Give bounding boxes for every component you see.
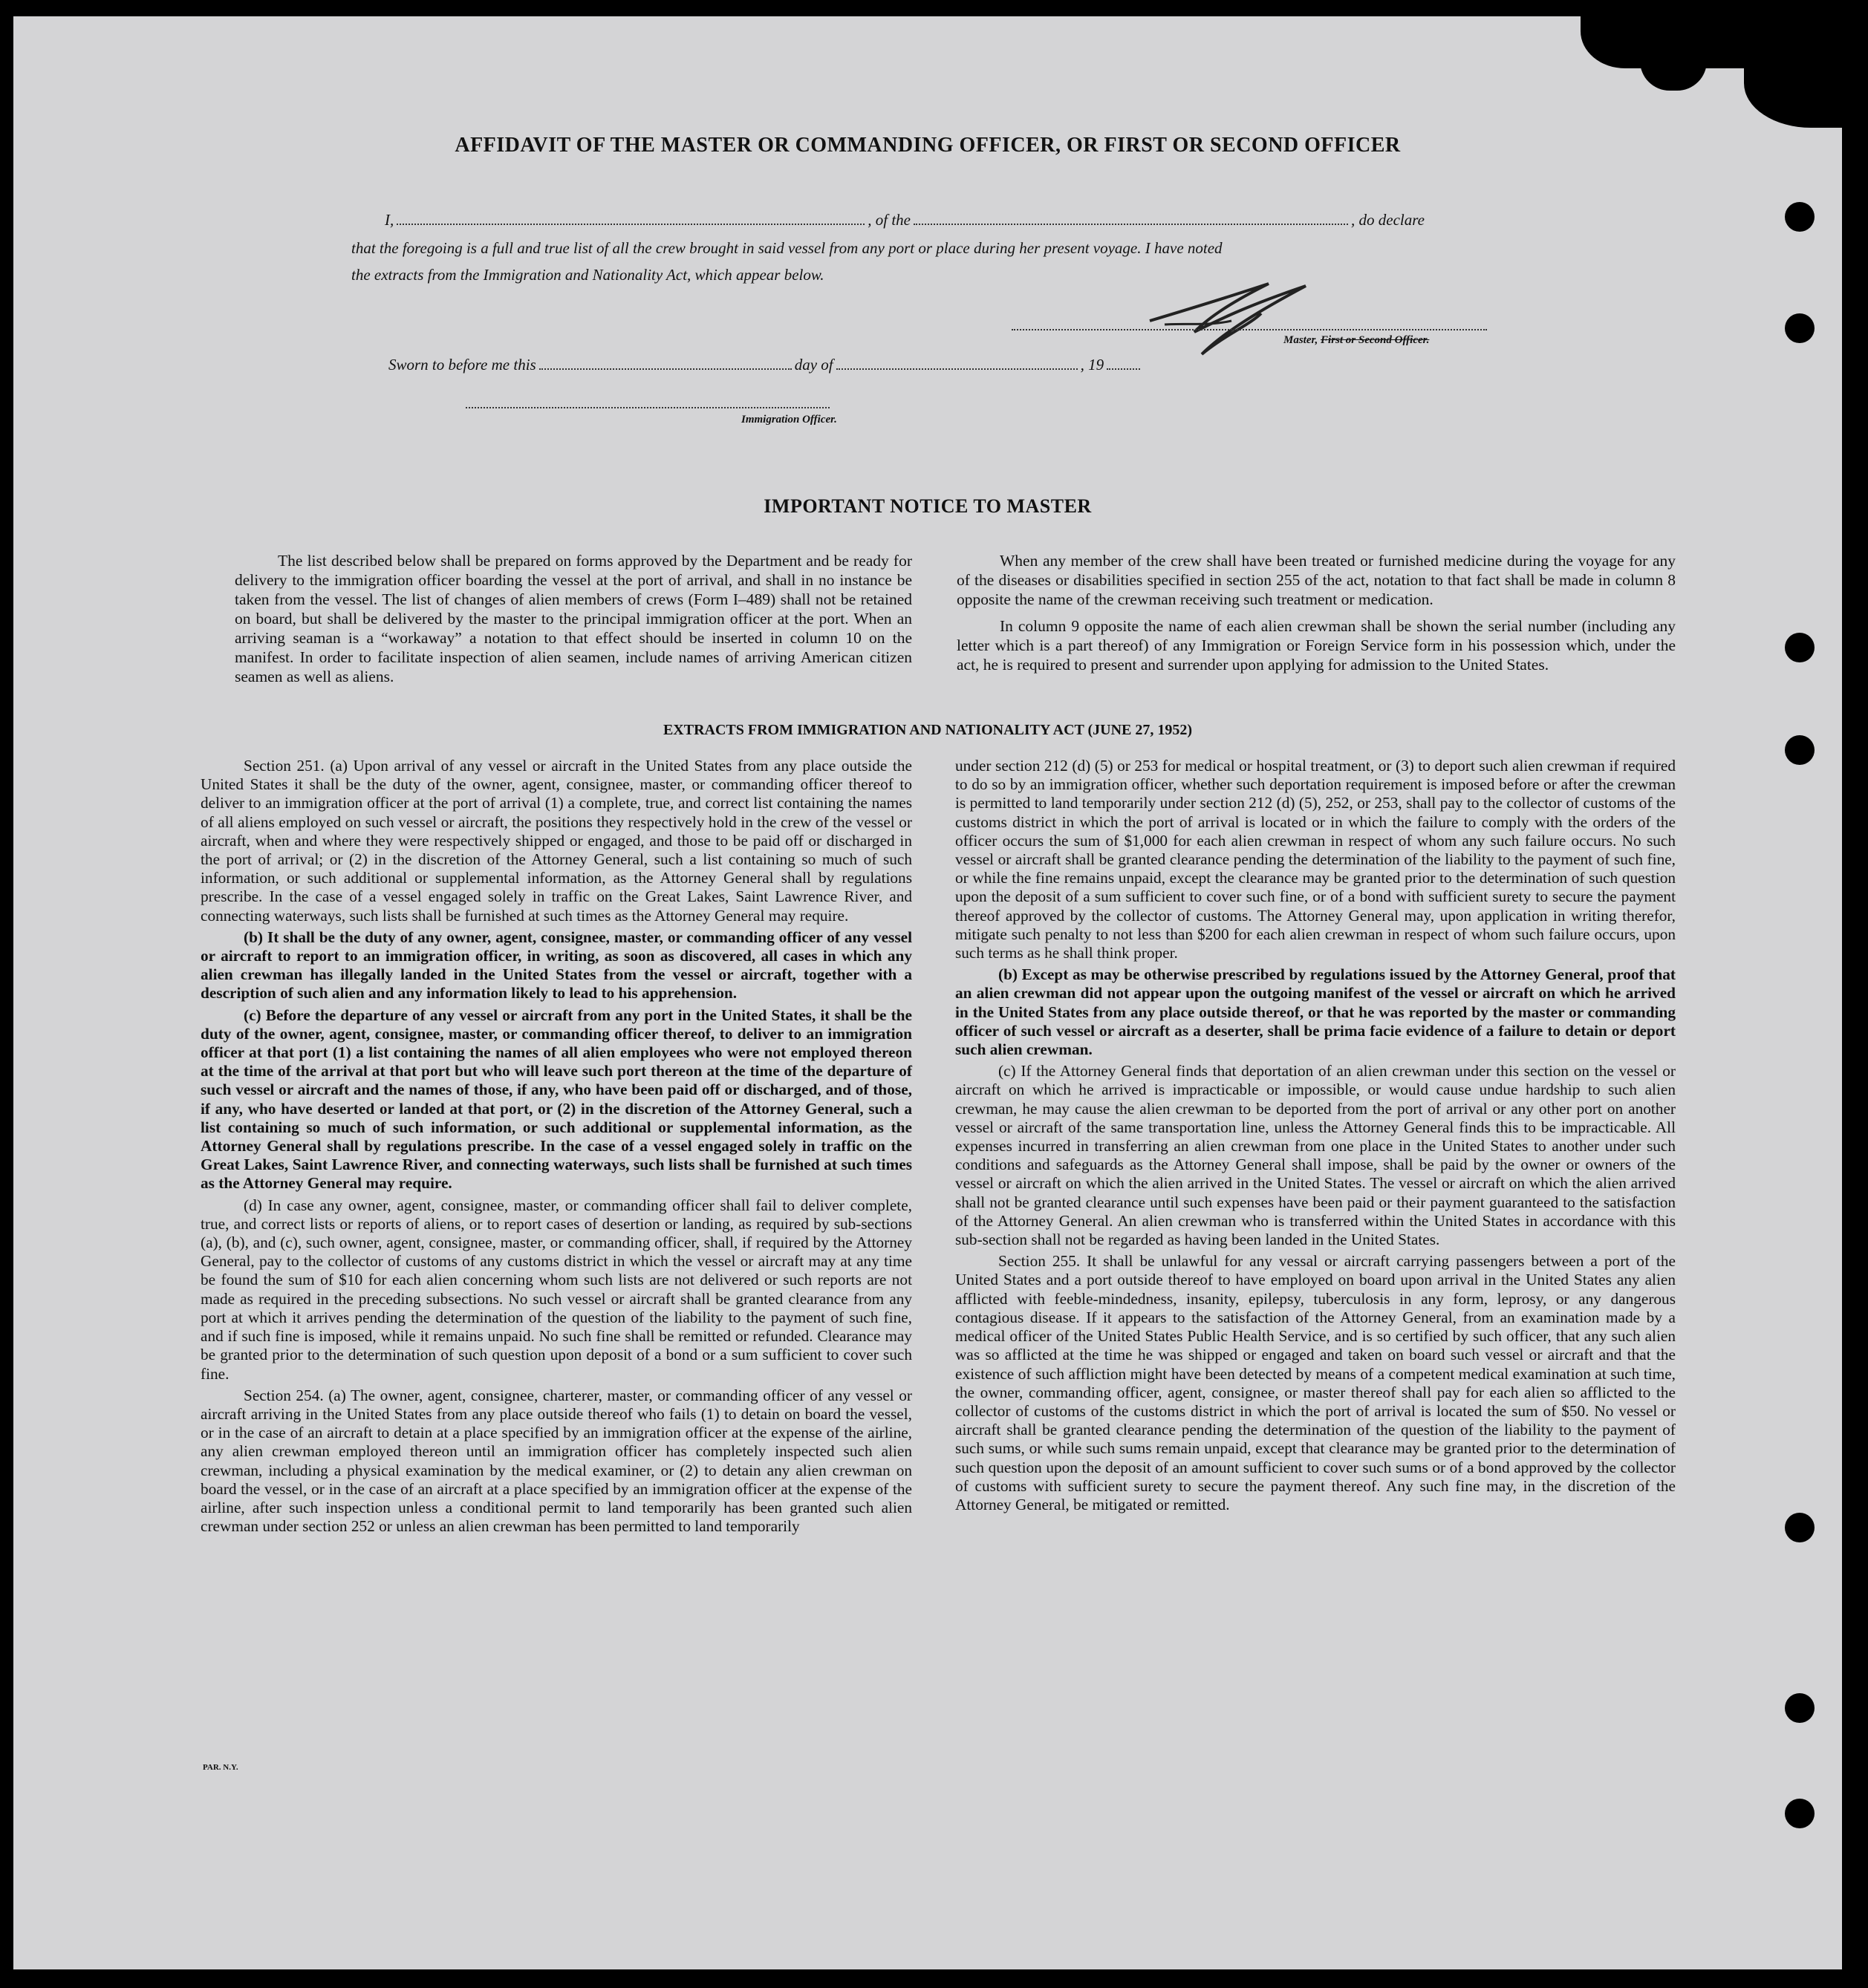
sworn-line (388, 356, 1143, 374)
affidavit-title: AFFIDAVIT OF THE MASTER OR COMMANDING OFFICER, OR FIRST OR SECOND OFFICER (455, 134, 1401, 157)
section-254-a: Section 254. (a) The owner, agent, consignee, charterer, master, or commanding officer of any vessel or aircraft arriving in the United States from any place outside thereof who fails (1) to detain on board the vessel, or in the case of an aircraft to detain at a place specified by an immigration officer at the expense of the airline, any alien crewman employed thereon until an immigration officer has completely inspected such alien crewman, including a physical examination by the medical examiner, or (2) to detain any alien crewman on board the vessel, or in the case of an aircraft at a place specified by an immigration officer at the expense of the airline, after such inspection unless a conditional permit to land temporarily has been granted such alien crewman under section 252 or unless an alien crewman has been permitted to land temporarily (201, 1386, 912, 1536)
sworn-text: Sworn to before me this (388, 356, 536, 374)
notice-left-column (235, 551, 912, 689)
year-prefix: , 19 (1080, 356, 1104, 374)
extracts-title: EXTRACTS FROM IMMIGRATION AND NATIONALITY ACT (JUNE 27, 1952) (663, 722, 1193, 738)
section-254-c: (c) If the Attorney General finds that deportation of an alien crewman under this section on the vessel or aircraft on which he arrived is impracticable or impossible, or would cause undue hardship to such alien crewman, he may cause the alien crewman to be deported from the port of arrival or any other port on another vessel or aircraft of the same transportation line, unless the Attorney General finds this to be impracticable. All expenses incurred in transferring an alien crewman from one place in the United States to another under such conditions and safeguards as the Attorney General shall impose, shall be paid by the owner or owners of the vessel or aircraft on which the alien arrived in the United States. The vessel or aircraft on which the alien arrived shall not be granted clearance until such expenses have been paid or their payment guaranteed to the satisfaction of the Attorney General. An alien crewman who is transferred within the United States in accordance with this sub-section shall not be regarded as having been landed in the United States. (955, 1062, 1676, 1249)
affidavit-of-the: , of the (868, 211, 911, 229)
notice-title: IMPORTANT NOTICE TO MASTER (764, 495, 1092, 517)
punch-hole (1785, 313, 1815, 343)
vessel-blank[interactable] (914, 223, 1348, 225)
notice-right-column (957, 551, 1676, 677)
sworn-day-blank[interactable] (539, 368, 792, 370)
section-254-a-cont: under section 212 (d) (5) or 253 for medical or hospital treatment, or (3) to deport such alien crewman if required to do so by an immigration officer, whether such deportation requirement is imposed before or after the crewman is permitted to land temporarily under section 212 (d) (5), 252, or 253, shall pay to the collector of customs of the customs district in which the port of arrival is located or in which the failure to comply with the orders of the officer occurs the sum of $1,000 for each alien crewman in respect of whom any such failure occurs. No such vessel or aircraft shall be granted clearance pending the determination of the liability to the payment of such fine, or while the fine remains unpaid, except the clearance may be granted prior to the determination of such question upon the deposit of a sum sufficient to cover such fine, or of a bond with sufficient surety to secure the payment thereof approved by the collector of customs. The Attorney General may, upon application in writing therefor, mitigate such penalty to not less than $200 for each alien crewman in respect of whom such failure occurs, upon such terms as he shall think proper. (955, 757, 1676, 962)
punch-hole (1785, 1799, 1815, 1828)
punch-hole (1785, 1513, 1815, 1542)
section-255: Section 255. It shall be unlawful for any vessal or aircraft carrying passengers between a port of the United States and a port outside thereof to have employed on board upon arrival in the United States any alien afflicted with feeble-mindedness, insanity, epilepsy, tuberculosis in any form, leprosy, or any dangerous contagious disease. If it appears to the satisfaction of the Attorney General, from an examination made by a medical officer of the United States Public Health Service, and is so certified by such officer, that any such alien was so afflicted at the time he was shipped or engaged and taken on board such vessel or aircraft and that the existence of such affliction might have been detected by means of a competent medical examination at such time, the owner, commanding officer, agent, consignee, or master thereof shall pay for each alien so afflicted to the collector of customs of the customs district in which the port of arrival is located the sum of $50. No vessel or aircraft shall be granted clearance pending the determination of the question of the liability to the payment of such sums, or while such sums remain unpaid, except that clearance may be granted prior to the determination of such question upon the deposit of an amount sufficient to cover such sums or of a bond approved by the collector of customs with sufficient surety to secure the payment thereof. Any such fine may, in the discretion of the Attorney General, be mitigated or remitted. (955, 1252, 1676, 1513)
extracts-right-column (955, 757, 1676, 1517)
torn-corner (1640, 46, 1707, 91)
section-251-a: Section 251. (a) Upon arrival of any vessel or aircraft in the United States from any place outside the United States it shall be the duty of the owner, agent, consignee, master, or commanding officer thereof to deliver to an immigration officer at the port of arrival (1) a complete, true, and correct list containing the names of all aliens employed on such vessel or aircraft, the positions they respectively hold in the crew of the vessel or aircraft, when and where they were respectively shipped or engaged, and those to be paid off or discharged in the port of arrival; or (2) in the discretion of the Attorney General, such a list containing so much of such information, or such additional or supplemental information, as the Attorney General shall by regulations prescribe. In the case of a vessel engaged solely in traffic on the Great Lakes, Saint Lawrence River, and connecting waterways, such lists shall be furnished at such times as the Attorney General may require. (201, 757, 912, 925)
day-of-text: day of (794, 356, 833, 374)
year-blank[interactable] (1107, 368, 1140, 370)
signature-caption (1283, 334, 1429, 347)
sworn-month-blank[interactable] (836, 368, 1078, 370)
printer-code: PAR. N.Y. (203, 1763, 238, 1772)
section-251-b: (b) It shall be the duty of any owner, agent, consignee, master, or commanding officer of any vessel or aircraft to report to an immigration officer, in writing, as soon as discovered, all cases in which any alien crewman has illegally landed in the United States from the vessel or aircraft, together with a description of such alien and any information likely to lead to his apprehension. (201, 928, 912, 1003)
master-signature (1120, 280, 1343, 369)
document-page (13, 16, 1842, 1969)
struck-label: First or Second Officer. (1321, 334, 1430, 346)
punch-hole (1785, 1693, 1815, 1723)
affidavit-declare: , do declare (1351, 211, 1425, 229)
notice-left-paragraph: The list described below shall be prepared on forms approved by the Department and be ready for delivery to the immigration officer boarding the vessel at the port of arrival, and shall in no instance be taken from the vessel. The list of changes of alien members of crews (Form I–489) shall not be retained on board, but shall be delivered by the master to the principal immigration officer at the port. When an arriving seaman is a “workaway” a notation to that effect should be inserted in column 10 on the manifest. In order to facilitate inspection of alien seamen, include names of arriving American citizen seamen as well as aliens. (235, 552, 912, 685)
affidavit-i: I, (385, 211, 394, 229)
notice-right-paragraph-2: In column 9 opposite the name of each alien crewman shall be shown the serial number (including any letter which is a part thereof) of any Immigration or Foreign Service form in his possession which, under the act, he is required to present and surrender upon applying for admission to the United States. (957, 617, 1676, 674)
punch-hole (1785, 633, 1815, 662)
master-label: Master, (1283, 334, 1318, 346)
notice-right-paragraph-1: When any member of the crew shall have been treated or furnished medicine during the voyage for any of the diseases or disabilities specified in section 255 of the act, notation to that fact shall be made in column 8 opposite the name of the crewman receiving such treatment or medication. (957, 552, 1676, 608)
extracts-left-column (201, 757, 912, 1539)
affidavit-line-1 (385, 211, 1425, 229)
punch-hole (1785, 202, 1815, 232)
immigration-officer-line (466, 406, 830, 408)
affidavit-line-2: that the foregoing is a full and true list of all the crew brought in said vessel from any port or place during her present voyage. I have noted (351, 239, 1223, 257)
affidavit-line-3: the extracts from the Immigration and Nationality Act, which appear below. (351, 266, 824, 284)
signature-line (1012, 328, 1487, 330)
section-251-c: (c) Before the departure of any vessel or aircraft from any port in the United States, it shall be the duty of the owner, agent, consignee, master, or commanding officer thereof, to deliver to an immigration officer at that port (1) a list containing the names of all alien employees who were not employed thereon at the time of the arrival at that port but who will leave such port thereon at the time of the departure of such vessel or aircraft and the names of those, if any, who have been paid off or discharged, and of those, if any, who have deserted or landed at that port, or (2) in the discretion of the Attorney General, such a list containing so much of such information, or such additional or supplemental information, as the Attorney General shall by regulations prescribe. In the case of a vessel engaged solely in traffic on the Great Lakes, Saint Lawrence River, and connecting waterways, such lists shall be furnished at such times as the Attorney General may require. (201, 1006, 912, 1193)
immigration-officer-label: Immigration Officer. (741, 414, 837, 426)
punch-hole (1785, 735, 1815, 765)
section-254-b: (b) Except as may be otherwise prescribed by regulations issued by the Attorney General, proof that an alien crewman did not appear upon the outgoing manifest of the vessel or aircraft on which he arrived in the United States from any place outside thereof, or that he was reported by the master or commanding officer of such vessel or aircraft as a deserter, shall be prima facie evidence of a failure to detain or deport such alien crewman. (955, 965, 1676, 1059)
name-blank[interactable] (397, 223, 865, 225)
section-251-d: (d) In case any owner, agent, consignee, master, or commanding officer shall fail to deliver complete, true, and correct lists or reports of aliens, or to report cases of desertion or landing, as required by sub-sections (a), (b), and (c), such owner, agent, consignee, master, or commanding officer, shall, if required by the Attorney General, pay to the collector of customs of any customs district in which the vessel or aircraft may at any time be found the sum of $10 for each alien concerning whom such lists are not delivered or such reports are not made as required in the preceding subsections. No such vessel or aircraft shall be granted clearance from any port at which it arrives pending the determination of the question of the liability to the payment of such fine, and if such fine is imposed, while it remains unpaid. No such fine shall be remitted or refunded. Clearance may be granted prior to the determination of such question upon deposit of a bond or a sum sufficient to cover such fine. (201, 1196, 912, 1383)
